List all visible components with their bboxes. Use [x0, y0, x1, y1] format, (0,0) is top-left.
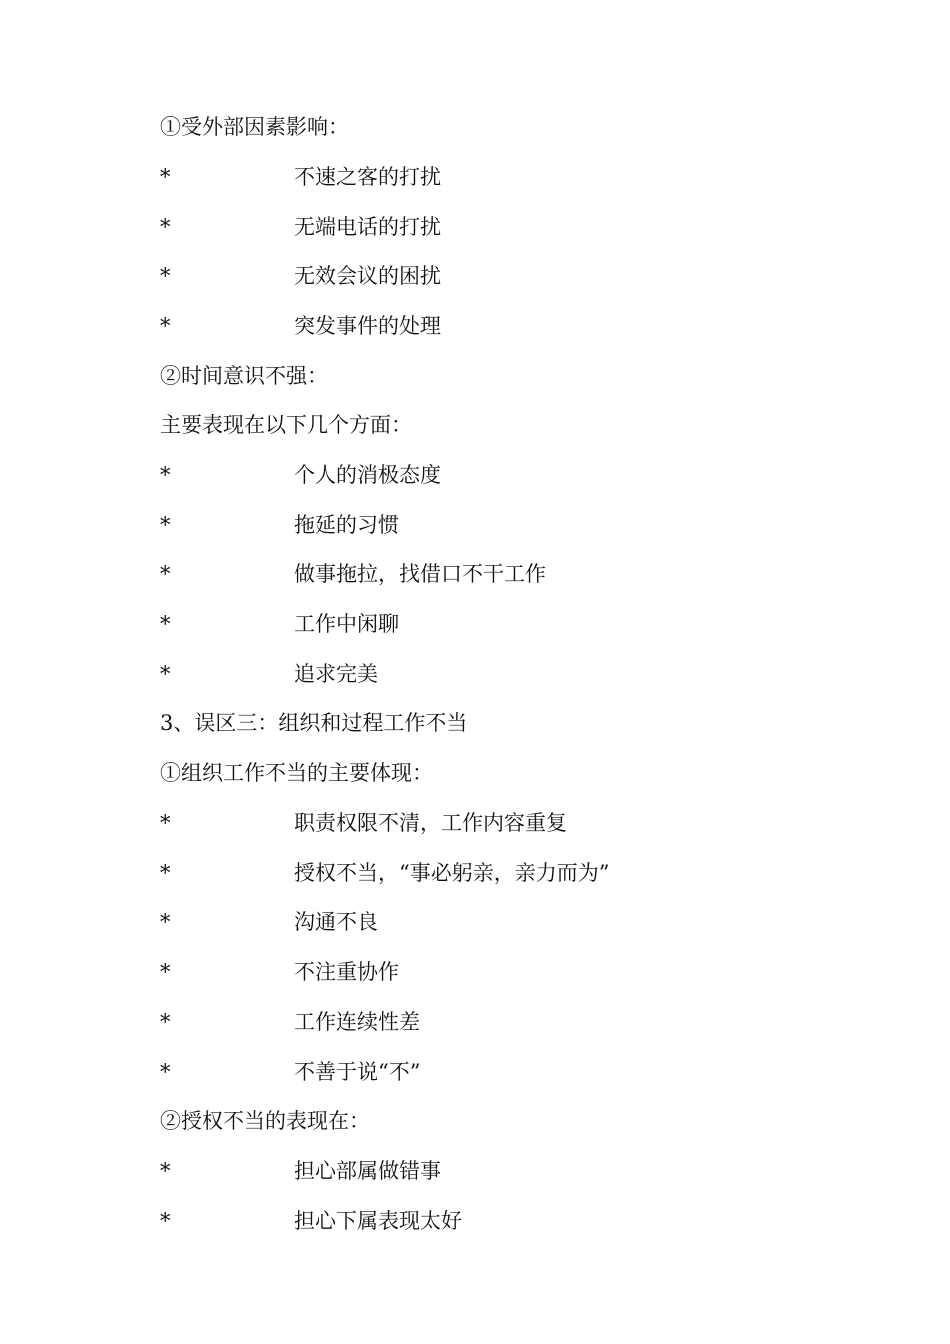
bullet-text: 担心下属表现太好	[294, 1209, 462, 1233]
bullet-text: 不注重协作	[294, 960, 399, 984]
bullet-text: 追求完美	[294, 662, 378, 686]
subheading-line	[160, 359, 328, 393]
bullet-text: 拖延的习惯	[294, 513, 399, 537]
asterisk-bullet: *	[160, 811, 171, 835]
asterisk-bullet: *	[160, 861, 171, 885]
asterisk-bullet: *	[160, 1010, 171, 1034]
asterisk-bullet: *	[160, 264, 171, 288]
asterisk-bullet: *	[160, 662, 171, 686]
bullet-text: 工作连续性差	[294, 1010, 420, 1034]
asterisk-bullet: *	[160, 1060, 171, 1084]
line-text: 3、误区三：组织和过程工作不当	[160, 711, 468, 735]
bullet-text: 突发事件的处理	[294, 314, 441, 338]
bullet-text: 担心部属做错事	[294, 1159, 441, 1183]
subheading-line	[160, 756, 433, 790]
asterisk-bullet: *	[160, 513, 171, 537]
asterisk-bullet: *	[160, 463, 171, 487]
subheading-line	[160, 110, 349, 144]
bullet-text: 不速之客的打扰	[294, 165, 441, 189]
asterisk-bullet: *	[160, 1209, 171, 1233]
subheading-line	[160, 1104, 370, 1138]
bullet-text: 授权不当，“事必躬亲，亲力而为”	[294, 861, 610, 885]
paragraph-line	[160, 408, 412, 442]
bullet-text: 做事拖拉，找借口不干工作	[294, 562, 546, 586]
line-text: ②授权不当的表现在：	[160, 1109, 370, 1133]
asterisk-bullet: *	[160, 165, 171, 189]
bullet-text: 无端电话的打扰	[294, 215, 441, 239]
asterisk-bullet: *	[160, 1159, 171, 1183]
asterisk-bullet: *	[160, 910, 171, 934]
line-text: ②时间意识不强：	[160, 364, 328, 388]
bullet-text: 个人的消极态度	[294, 463, 441, 487]
bullet-text: 无效会议的困扰	[294, 264, 441, 288]
bullet-text: 不善于说“不”	[294, 1060, 421, 1084]
bullet-text: 职责权限不清，工作内容重复	[294, 811, 567, 835]
line-text: ①组织工作不当的主要体现：	[160, 761, 433, 785]
line-text: ①受外部因素影响：	[160, 115, 349, 139]
line-text: 主要表现在以下几个方面：	[160, 413, 412, 437]
asterisk-bullet: *	[160, 612, 171, 636]
asterisk-bullet: *	[160, 960, 171, 984]
section-heading	[160, 706, 467, 740]
asterisk-bullet: *	[160, 215, 171, 239]
asterisk-bullet: *	[160, 562, 171, 586]
bullet-text: 沟通不良	[294, 910, 378, 934]
asterisk-bullet: *	[160, 314, 171, 338]
bullet-text: 工作中闲聊	[294, 612, 399, 636]
